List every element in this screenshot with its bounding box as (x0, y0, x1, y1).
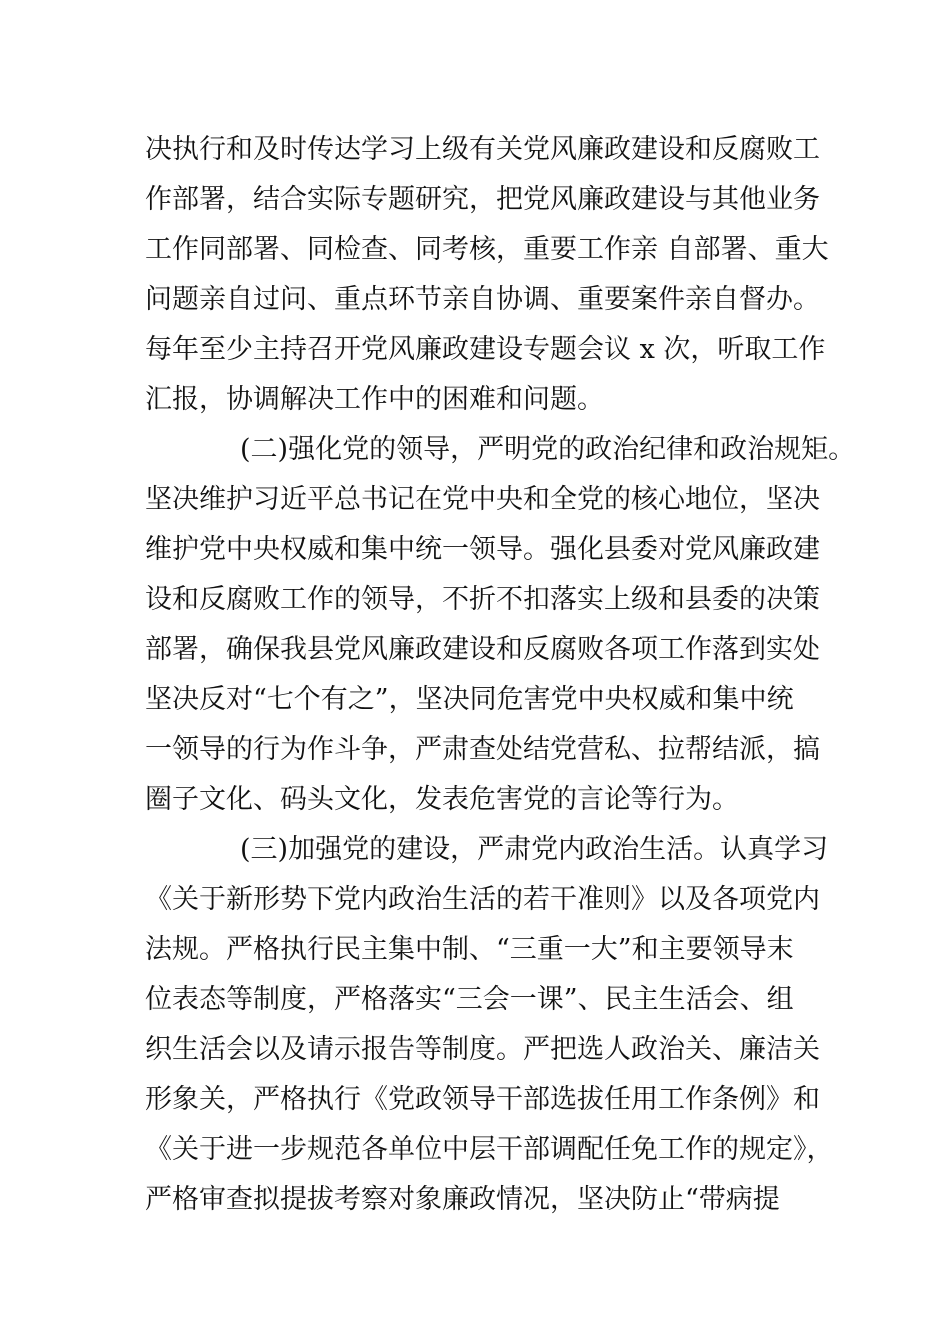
text-line: 工作同部署、同检查、同考核，重要工作亲 自部署、重大 (145, 234, 829, 265)
text-line: 圈子文化、码头文化，发表危害党的言论等行为。 (145, 784, 739, 815)
text-line: 部署，确保我县党风廉政建设和反腐败各项工作落到实处 (145, 634, 820, 665)
text-line: 位表态等制度，严格落实“三会一课”、民主生活会、组 (145, 984, 794, 1015)
text-line: 维护党中央权威和集中统一领导。强化县委对党风廉政建 (145, 534, 820, 565)
text-line: 坚决反对“七个有之”，坚决同危害党中央权威和集中统 (145, 684, 794, 715)
text-line: 织生活会以及请示报告等制度。严把选人政治关、廉洁关 (145, 1034, 820, 1065)
section-heading-line: (二)强化党的领导，严明党的政治纪律和政治规矩。 (240, 434, 856, 465)
text-line: 坚决维护习近平总书记在党中央和全党的核心地位，坚决 (145, 484, 820, 515)
text-line: 汇报，协调解决工作中的困难和问题。 (145, 384, 604, 415)
text-line: 严格审查拟提拔考察对象廉政情况，坚决防止“带病提 (145, 1184, 780, 1215)
text-line: 一领导的行为作斗争，严肃查处结党营私、拉帮结派，搞 (145, 734, 820, 765)
text-line: 问题亲自过问、重点环节亲自协调、重要案件亲自督办。 (145, 284, 820, 315)
text-line: 《关于进一步规范各单位中层干部调配任免工作的规定》， (145, 1134, 834, 1165)
text-line: 法规。严格执行民主集中制、“三重一大”和主要领导末 (145, 934, 794, 965)
text-line: 每年至少主持召开党风廉政建设专题会议 x 次，听取工作 (145, 334, 826, 365)
text-line: 形象关，严格执行《党政领导干部选拔任用工作条例》和 (145, 1084, 820, 1115)
text-line: 设和反腐败工作的领导，不折不扣落实上级和县委的决策 (145, 584, 820, 615)
text-line: 决执行和及时传达学习上级有关党风廉政建设和反腐败工 (145, 134, 820, 165)
text-line: 《关于新形势下党内政治生活的若干准则》以及各项党内 (145, 884, 820, 915)
text-line: 作部署，结合实际专题研究，把党风廉政建设与其他业务 (145, 184, 820, 215)
section-heading-line: (三)加强党的建设，严肃党内政治生活。认真学习 (240, 834, 829, 865)
